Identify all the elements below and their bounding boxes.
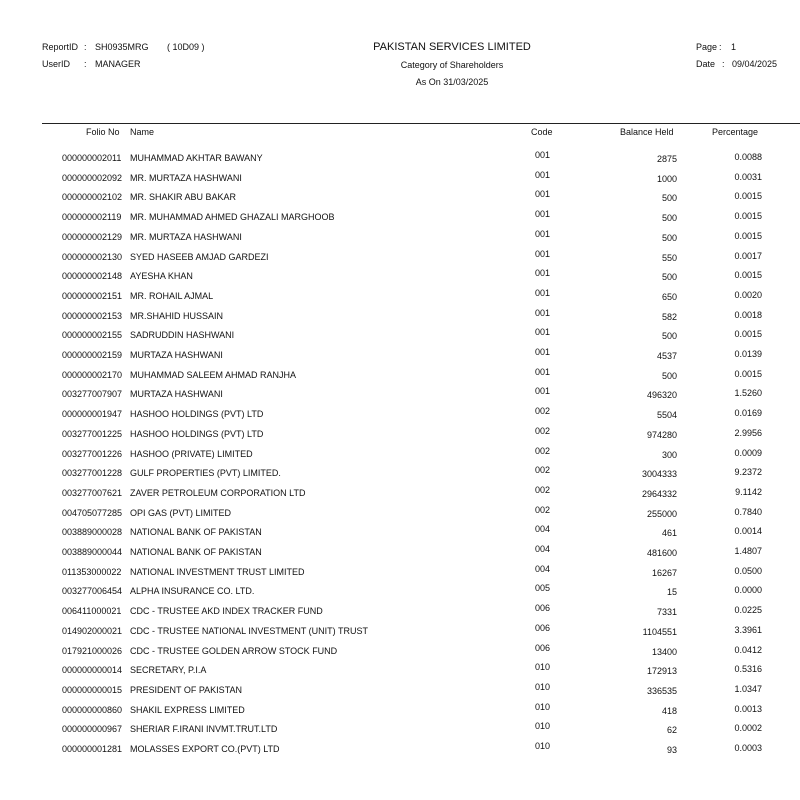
shareholder-name: HASHOO HOLDINGS (PVT) LTD — [130, 428, 264, 439]
folio-number: 003889000044 — [62, 547, 123, 557]
shareholder-name: AYESHA KHAN — [130, 271, 193, 282]
folio-number: 003277001228 — [62, 468, 123, 479]
page-number: 1 — [731, 42, 737, 52]
table-row — [0, 485, 800, 504]
category-code: 001 — [535, 268, 551, 279]
table-row — [0, 721, 800, 740]
category-code: 010 — [535, 701, 551, 712]
folio-number: 000000002155 — [62, 330, 123, 341]
folio-number: 000000002011 — [62, 153, 122, 163]
folio-number: 003889000028 — [62, 527, 123, 538]
percentage-held: 1.0347 — [734, 683, 762, 694]
shareholder-name: SYED HASEEB AMJAD GARDEZI — [130, 251, 269, 262]
table-row — [0, 741, 800, 760]
folio-number: 003277007621 — [62, 487, 123, 498]
report-id-value: SH0935MRG — [95, 42, 149, 52]
folio-number: 000000000967 — [62, 724, 123, 735]
as-on-date: 31/03/2025 — [443, 77, 489, 87]
report-id-label: ReportID — [42, 42, 79, 52]
folio-number: 006411000021 — [62, 606, 122, 617]
balance-held: 550 — [661, 252, 677, 263]
percentage-held: 0.0015 — [734, 368, 762, 379]
percentage-held: 0.0169 — [734, 408, 762, 419]
balance-held: 172913 — [646, 666, 677, 677]
category-code: 004 — [535, 544, 551, 554]
percentage-held: 0.0088 — [734, 152, 762, 162]
shareholder-name: NATIONAL INVESTMENT TRUST LIMITED — [130, 566, 305, 577]
balance-held: 461 — [661, 528, 677, 539]
category-code: 004 — [535, 524, 551, 535]
category-code: 002 — [535, 445, 551, 456]
balance-held: 7331 — [656, 607, 677, 618]
category-code: 006 — [535, 642, 551, 653]
balance-held: 500 — [661, 272, 677, 283]
percentage-held: 0.0015 — [734, 270, 762, 281]
category-code: 001 — [535, 209, 551, 220]
shareholder-name: MR. SHAKIR ABU BAKAR — [130, 192, 237, 203]
column-header-balance: Balance Held — [620, 127, 674, 137]
percentage-held: 0.0139 — [734, 349, 762, 359]
table-row — [0, 702, 800, 721]
folio-number: 000000002151 — [62, 290, 123, 301]
shareholder-name: GULF PROPERTIES (PVT) LIMITED. — [130, 468, 281, 479]
percentage-held: 0.0500 — [734, 565, 762, 576]
balance-held: 3004333 — [641, 469, 677, 480]
user-id-value: MANAGER — [95, 59, 141, 69]
percentage-held: 0.0013 — [734, 703, 762, 714]
column-header-code: Code — [531, 127, 553, 137]
folio-number: 000000002148 — [62, 271, 123, 282]
shareholder-name: PRESIDENT OF PAKISTAN — [130, 684, 243, 695]
percentage-held: 0.0020 — [734, 289, 762, 300]
table-row — [0, 643, 800, 662]
table-row — [0, 308, 800, 327]
folio-number: 011353000022 — [62, 566, 122, 577]
percentage-held: 1.4807 — [734, 546, 762, 556]
category-code: 001 — [535, 347, 551, 357]
table-row — [0, 367, 800, 386]
percentage-held: 3.3961 — [734, 624, 762, 635]
shareholder-name: MR.SHAHID HUSSAIN — [130, 310, 224, 321]
table-row — [0, 603, 800, 622]
shareholder-name: HASHOO HOLDINGS (PVT) LTD — [130, 409, 264, 420]
balance-held: 4537 — [656, 351, 677, 361]
shareholder-name: CDC - TRUSTEE AKD INDEX TRACKER FUND — [130, 606, 323, 617]
category-code: 001 — [535, 287, 551, 298]
company-title: PAKISTAN SERVICES LIMITED — [373, 41, 531, 53]
date-label: Date — [696, 59, 716, 69]
balance-held: 16267 — [651, 567, 677, 578]
shareholder-name: SECRETARY, P.I.A — [130, 665, 207, 676]
category-code: 001 — [535, 327, 551, 338]
table-row — [0, 189, 800, 208]
percentage-held: 0.0017 — [734, 250, 762, 261]
shareholder-name: NATIONAL BANK OF PAKISTAN — [130, 547, 262, 557]
balance-held: 481600 — [646, 548, 677, 558]
percentage-held: 0.0000 — [734, 585, 762, 596]
folio-number: 000000002092 — [62, 172, 123, 183]
balance-held: 1104551 — [642, 626, 677, 637]
category-code: 010 — [535, 662, 551, 673]
balance-held: 336535 — [646, 685, 677, 696]
percentage-held: 0.0031 — [734, 171, 762, 182]
percentage-held: 9.2372 — [734, 467, 762, 478]
table-row — [0, 623, 800, 642]
balance-held: 93 — [666, 745, 677, 755]
table-row — [0, 229, 800, 248]
shareholder-name: MURTAZA HASHWANI — [130, 350, 223, 360]
folio-number: 003277006454 — [62, 586, 123, 597]
report-id-separator: : — [84, 42, 87, 52]
shareholder-name: MOLASSES EXPORT CO.(PVT) LTD — [130, 744, 280, 754]
balance-held: 1000 — [656, 173, 677, 184]
folio-number: 003277001225 — [62, 428, 123, 439]
balance-held: 5504 — [656, 410, 677, 421]
table-row — [0, 564, 800, 583]
table-row — [0, 327, 800, 346]
category-code: 001 — [535, 366, 551, 377]
category-code: 001 — [535, 189, 551, 200]
report-code: ( 10D09 ) — [167, 42, 205, 52]
percentage-held: 0.0015 — [734, 329, 762, 340]
balance-held: 15 — [666, 587, 677, 598]
shareholder-name: MURTAZA HASHWANI — [130, 389, 223, 400]
table-row — [0, 465, 800, 484]
balance-held: 500 — [661, 213, 677, 224]
category-code: 010 — [535, 681, 551, 692]
folio-number: 000000002170 — [62, 369, 123, 380]
table-row — [0, 288, 800, 307]
balance-held: 974280 — [646, 429, 677, 440]
folio-number: 000000002153 — [62, 310, 123, 321]
table-row — [0, 268, 800, 287]
category-code: 001 — [535, 386, 551, 397]
folio-number: 014902000021 — [62, 625, 123, 636]
balance-held: 500 — [661, 370, 677, 381]
as-on-line — [0, 77, 800, 87]
shareholder-name: CDC - TRUSTEE GOLDEN ARROW STOCK FUND — [130, 645, 338, 656]
shareholder-name: SHAKIL EXPRESS LIMITED — [130, 704, 245, 715]
balance-held: 500 — [661, 232, 677, 243]
folio-number: 000000002130 — [62, 251, 123, 262]
shareholder-name: SHERIAR F.IRANI INVMT.TRUT.LTD — [130, 724, 278, 735]
balance-held: 300 — [661, 449, 677, 460]
folio-number: 017921000026 — [62, 645, 123, 656]
category-code: 006 — [535, 603, 551, 614]
percentage-held: 0.0015 — [734, 230, 762, 241]
balance-held: 500 — [661, 331, 677, 342]
category-code: 002 — [535, 465, 551, 476]
category-code: 005 — [535, 583, 551, 594]
category-code: 002 — [535, 484, 551, 495]
date-separator: : — [722, 59, 725, 69]
table-row — [0, 446, 800, 465]
percentage-held: 1.5260 — [734, 388, 762, 399]
folio-number: 000000000860 — [62, 704, 123, 715]
table-row — [0, 170, 800, 189]
table-row — [0, 682, 800, 701]
folio-number: 000000002102 — [62, 192, 123, 203]
category-code: 006 — [535, 622, 551, 633]
balance-held: 62 — [666, 725, 677, 736]
category-code: 001 — [535, 169, 551, 180]
column-header-name: Name — [130, 127, 155, 137]
table-row — [0, 386, 800, 405]
shareholder-name: HASHOO (PRIVATE) LIMITED — [130, 448, 253, 459]
column-header-folio: Folio No — [86, 127, 120, 137]
header-divider — [42, 123, 800, 124]
table-row — [0, 249, 800, 268]
table-row — [0, 524, 800, 543]
folio-number: 000000000014 — [62, 665, 123, 676]
table-row — [0, 662, 800, 681]
user-id-label: UserID — [42, 59, 71, 69]
folio-number: 004705077285 — [62, 507, 123, 518]
shareholder-name: MUHAMMAD SALEEM AHMAD RANJHA — [130, 369, 297, 380]
percentage-held: 0.0018 — [734, 309, 762, 320]
percentage-held: 0.0412 — [734, 644, 762, 655]
table-row — [0, 150, 800, 169]
shareholder-name: ALPHA INSURANCE CO. LTD. — [130, 586, 255, 597]
shareholder-name: MR. MURTAZA HASHWANI — [130, 231, 242, 242]
shareholder-name: OPI GAS (PVT) LIMITED — [130, 507, 232, 518]
balance-held: 500 — [661, 193, 677, 204]
balance-held: 2964332 — [641, 488, 677, 499]
page-label: Page — [696, 42, 718, 52]
balance-held: 650 — [661, 291, 677, 302]
shareholder-name: CDC - TRUSTEE NATIONAL INVESTMENT (UNIT) TRUST — [130, 625, 369, 636]
folio-number: 000000002129 — [62, 231, 123, 242]
percentage-held: 0.0225 — [734, 605, 762, 616]
shareholder-name: ZAVER PETROLEUM CORPORATION LTD — [130, 487, 306, 498]
percentage-held: 0.0002 — [734, 723, 762, 734]
percentage-held: 2.9956 — [734, 427, 762, 438]
as-on-label: As On — [415, 77, 441, 87]
table-row — [0, 209, 800, 228]
folio-number: 000000002159 — [62, 350, 123, 360]
category-code: 001 — [535, 307, 551, 318]
percentage-held: 0.0015 — [734, 211, 762, 222]
shareholder-name: MUHAMMAD AKHTAR BAWANY — [130, 153, 263, 163]
category-code: 001 — [535, 248, 551, 259]
page-separator: : — [719, 42, 722, 52]
category-code: 001 — [535, 228, 551, 239]
percentage-held: 0.0014 — [734, 526, 762, 537]
folio-number: 000000001281 — [62, 744, 123, 754]
percentage-held: 9.1142 — [735, 486, 762, 497]
category-code: 002 — [535, 504, 551, 515]
folio-number: 003277001226 — [62, 448, 123, 459]
report-date: 09/04/2025 — [732, 59, 778, 69]
table-row — [0, 426, 800, 445]
balance-held: 418 — [661, 705, 677, 716]
shareholder-name: NATIONAL BANK OF PAKISTAN — [130, 527, 262, 538]
shareholder-name: SADRUDDIN HASHWANI — [130, 330, 235, 341]
shareholder-name: MR. MUHAMMAD AHMED GHAZALI MARGHOOB — [130, 212, 335, 223]
balance-held: 496320 — [646, 390, 677, 401]
folio-number: 000000001947 — [62, 409, 123, 420]
percentage-held: 0.7840 — [734, 506, 762, 517]
user-id-separator: : — [84, 59, 87, 69]
category-code: 001 — [535, 150, 551, 160]
folio-number: 000000002119 — [62, 212, 122, 223]
table-row — [0, 544, 800, 563]
table-row — [0, 406, 800, 425]
percentage-held: 0.0015 — [734, 191, 762, 202]
column-header-percentage: Percentage — [712, 127, 759, 137]
table-row — [0, 505, 800, 524]
table-row — [0, 347, 800, 366]
report-subtitle: Category of Shareholders — [400, 60, 504, 70]
folio-number: 000000000015 — [62, 684, 123, 695]
shareholder-name: MR. ROHAIL AJMAL — [130, 290, 214, 301]
balance-held: 2875 — [656, 154, 677, 164]
table-row — [0, 583, 800, 602]
category-code: 004 — [535, 563, 551, 574]
balance-held: 582 — [661, 311, 677, 322]
percentage-held: 0.0003 — [734, 743, 762, 753]
category-code: 010 — [535, 741, 551, 751]
category-code: 002 — [535, 425, 551, 436]
category-code: 010 — [535, 721, 551, 732]
balance-held: 13400 — [651, 646, 677, 657]
shareholder-name: MR. MURTAZA HASHWANI — [130, 172, 242, 183]
percentage-held: 0.5316 — [734, 664, 762, 675]
category-code: 002 — [535, 406, 551, 417]
balance-held: 255000 — [646, 508, 677, 519]
folio-number: 003277007907 — [62, 389, 123, 400]
percentage-held: 0.0009 — [734, 447, 762, 458]
